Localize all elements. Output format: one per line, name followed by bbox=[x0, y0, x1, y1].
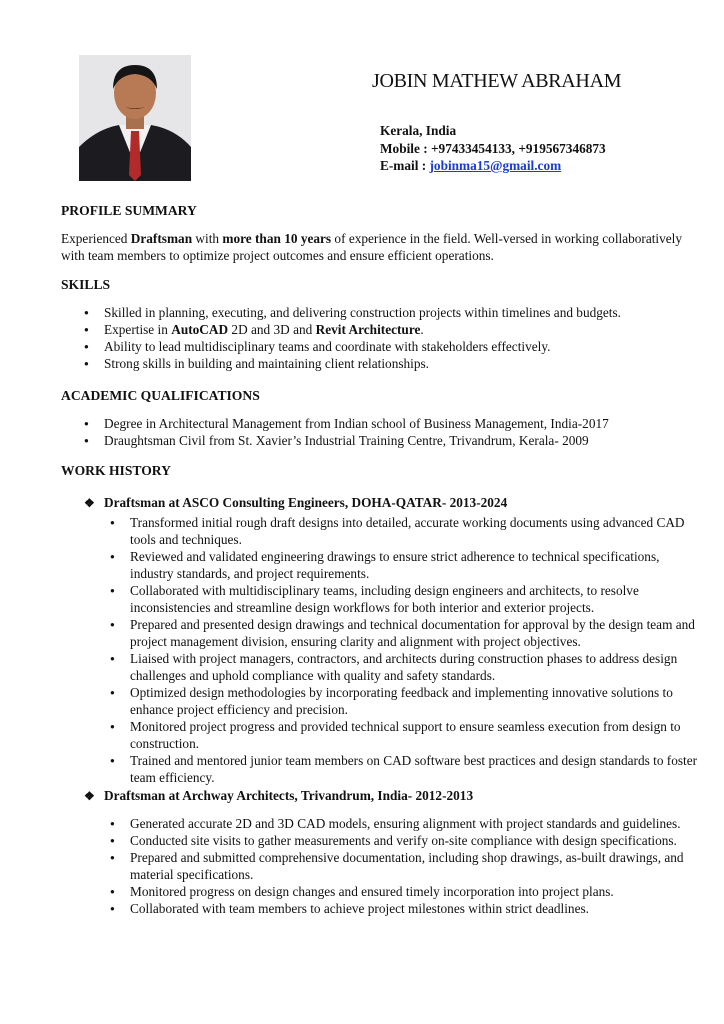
job-asco-duties bbox=[108, 514, 700, 786]
profile-text-1: Experienced bbox=[61, 231, 131, 246]
list-item: ● Trained and mentored junior team members on CAD software best practices and design standards to foster team efficiency. bbox=[108, 752, 700, 786]
list-item: ● Collaborated with team members to achieve project milestones within strict deadlines. bbox=[108, 900, 700, 917]
skill-bold-autocad: AutoCAD bbox=[171, 322, 229, 337]
list-item: ● Prepared and submitted comprehensive documentation, including shop drawings, as-built drawings, and material specifications. bbox=[108, 849, 700, 883]
list-item: ● Monitored progress on design changes and ensured timely incorporation into project plans. bbox=[108, 883, 700, 900]
profile-summary-heading: PROFILE SUMMARY bbox=[61, 203, 197, 218]
location: Kerala, India bbox=[380, 123, 457, 138]
list-item: ● Prepared and presented design drawings and technical documentation for approval by the design team and project management division, ensuring clarity and alignment with project objectives. bbox=[108, 616, 700, 650]
email-row bbox=[380, 157, 606, 175]
diamond-bullet-icon: ❖ bbox=[84, 496, 95, 510]
contact-block bbox=[380, 122, 606, 175]
list-item: ● Conducted site visits to gather measurements and verify on-site compliance with design specifications. bbox=[108, 832, 700, 849]
list-item: ● Generated accurate 2D and 3D CAD models, ensuring alignment with project standards and guidelines. bbox=[108, 815, 700, 832]
diamond-bullet-icon: ❖ bbox=[84, 789, 95, 803]
list-item: ● Strong skills in building and maintaining client relationships. bbox=[82, 355, 621, 372]
job-title-asco bbox=[84, 495, 507, 511]
list-item bbox=[82, 321, 621, 338]
list-item: ● Optimized design methodologies by incorporating feedback and implementing innovative solutions to enhance project efficiency and precision. bbox=[108, 684, 700, 718]
skill-text: . bbox=[420, 322, 424, 337]
list-item: ● Monitored project progress and provided technical support to ensure seamless execution from design to construction. bbox=[108, 718, 700, 752]
list-item: ● Skilled in planning, executing, and delivering construction projects within timelines and budgets. bbox=[82, 304, 621, 321]
email-link[interactable]: jobinma15@gmail.com bbox=[429, 158, 562, 173]
academic-list bbox=[82, 415, 609, 449]
work-history-heading: WORK HISTORY bbox=[61, 463, 171, 478]
academic-heading: ACADEMIC QUALIFICATIONS bbox=[61, 388, 260, 403]
list-item: ● Ability to lead multidisciplinary teams and coordinate with stakeholders effectively. bbox=[82, 338, 621, 355]
mobile-numbers: +97433454133, +919567346873 bbox=[430, 140, 606, 156]
profile-bold-years: more than 10 years bbox=[222, 231, 332, 246]
candidate-name: JOBIN MATHEW ABRAHAM bbox=[372, 70, 622, 92]
skill-text: Expertise in bbox=[104, 322, 172, 337]
list-item: ● Degree in Architectural Management from Indian school of Business Management, India-2017 bbox=[82, 415, 609, 432]
job-title-text: Draftsman at Archway Architects, Trivandrum, India- 2012-2013 bbox=[104, 788, 474, 803]
list-item: ● Liaised with project managers, contractors, and architects during construction phases to address design challenges and uphold compliance with quality and safety standards. bbox=[108, 650, 700, 684]
mobile-label: Mobile : bbox=[380, 140, 431, 156]
list-item: ● Transformed initial rough draft designs into detailed, accurate working documents using advanced CAD tools and techniques. bbox=[108, 514, 700, 548]
skills-list bbox=[82, 304, 621, 372]
list-item: ● Reviewed and validated engineering drawings to ensure strict adherence to technical specifications, industry standards, and project requirements. bbox=[108, 548, 700, 582]
list-item: ● Draughtsman Civil from St. Xavier’s Industrial Training Centre, Trivandrum, Kerala- 2009 bbox=[82, 432, 609, 449]
skills-heading: SKILLS bbox=[61, 277, 111, 292]
job-archway-duties bbox=[108, 815, 700, 917]
profile-bold-role: Draftsman bbox=[130, 231, 193, 246]
profile-summary-text bbox=[61, 230, 701, 264]
profile-text-2: with bbox=[192, 231, 223, 246]
mobile-row bbox=[380, 140, 606, 158]
skill-text: 2D and 3D and bbox=[228, 322, 316, 337]
job-title-text: Draftsman at ASCO Consulting Engineers, DOHA-QATAR- 2013-2024 bbox=[104, 495, 508, 510]
email-label: E-mail : bbox=[380, 158, 430, 173]
profile-photo bbox=[79, 55, 191, 181]
profile-text-3: of experience in the field. Well-versed in working collaboratively with team members to optimize project outcomes and ensure efficient operations. bbox=[61, 231, 683, 263]
list-item: ● Collaborated with multidisciplinary teams, including design engineers and architects, to resolve inconsistencies and streamline design workflows for both interior and exterior projects. bbox=[108, 582, 700, 616]
job-title-archway bbox=[84, 788, 473, 804]
skill-bold-revit: Revit Architecture bbox=[315, 322, 421, 337]
